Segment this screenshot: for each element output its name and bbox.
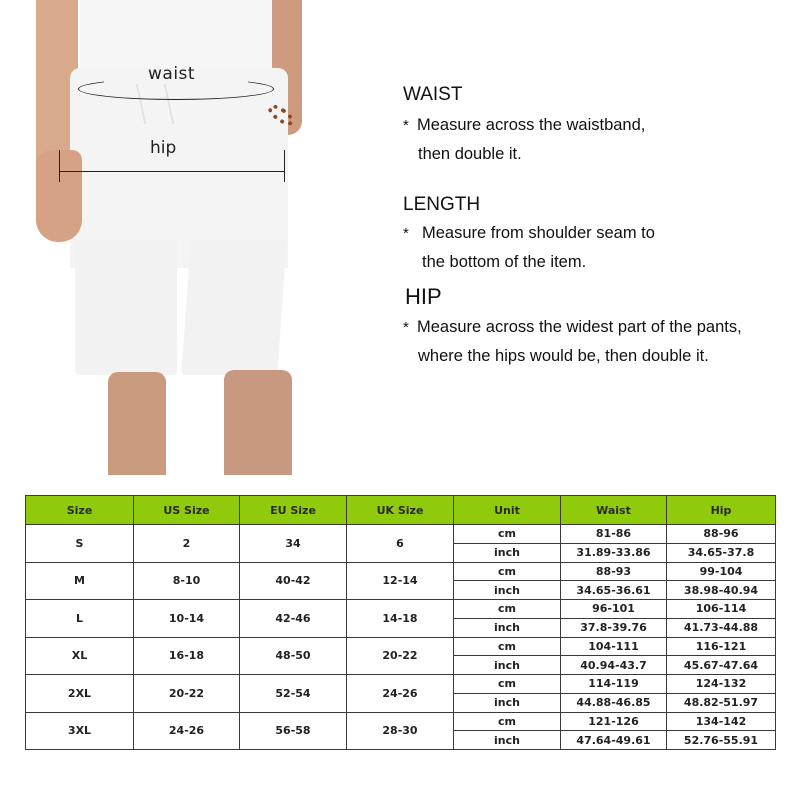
- header-us-size: US Size: [134, 496, 240, 525]
- uk-size-cell: 28-30: [347, 712, 454, 750]
- waist-cell: 121-126: [561, 712, 667, 731]
- unit-cell: cm: [454, 637, 561, 656]
- unit-cell: cm: [454, 712, 561, 731]
- model-left-knee: [108, 372, 166, 475]
- hip-measure-line: [60, 171, 284, 172]
- hip-cell: 48.82-51.97: [667, 693, 776, 712]
- us-size-cell: 8-10: [134, 562, 240, 600]
- hip-cell: 45.67-47.64: [667, 656, 776, 675]
- header-uk-size: UK Size: [347, 496, 454, 525]
- unit-cell: inch: [454, 618, 561, 637]
- shorts-left-leg: [75, 240, 177, 375]
- unit-cell: cm: [454, 600, 561, 619]
- waist-cell: 47.64-49.61: [561, 731, 667, 750]
- size-cell: XL: [26, 637, 134, 675]
- model-right-knee: [224, 370, 292, 475]
- hip-cell: 38.98-40.94: [667, 581, 776, 600]
- size-cell: 2XL: [26, 675, 134, 713]
- size-cell: M: [26, 562, 134, 600]
- unit-cell: cm: [454, 675, 561, 694]
- us-size-cell: 20-22: [134, 675, 240, 713]
- eu-size-cell: 56-58: [240, 712, 347, 750]
- hip-cell: 88-96: [667, 525, 776, 544]
- hip-line-1: * Measure across the widest part of the pants,: [403, 313, 742, 342]
- asterisk-icon: *: [403, 319, 409, 336]
- length-line-1: * Measure from shoulder seam to: [403, 219, 655, 248]
- eu-size-cell: 40-42: [240, 562, 347, 600]
- us-size-cell: 24-26: [134, 712, 240, 750]
- eu-size-cell: 34: [240, 525, 347, 563]
- size-cell: L: [26, 600, 134, 638]
- unit-cell: cm: [454, 525, 561, 544]
- us-size-cell: 10-14: [134, 600, 240, 638]
- hip-cell: 134-142: [667, 712, 776, 731]
- header-eu-size: EU Size: [240, 496, 347, 525]
- size-cell: 3XL: [26, 712, 134, 750]
- unit-cell: inch: [454, 581, 561, 600]
- length-line-2: the bottom of the item.: [422, 253, 587, 271]
- eu-size-cell: 48-50: [240, 637, 347, 675]
- hip-measure-tick-right: [284, 150, 285, 182]
- waist-cell: 44.88-46.85: [561, 693, 667, 712]
- table-row: [26, 525, 776, 544]
- waist-instruction: [403, 84, 645, 169]
- table-row: [26, 637, 776, 656]
- hip-line-2: where the hips would be, then double it.: [418, 347, 709, 365]
- eu-size-cell: 52-54: [240, 675, 347, 713]
- eu-size-cell: 42-46: [240, 600, 347, 638]
- waist-cell: 34.65-36.61: [561, 581, 667, 600]
- table-row: [26, 600, 776, 619]
- table-header-row: [26, 496, 776, 525]
- waist-cell: 37.8-39.76: [561, 618, 667, 637]
- waist-title: WAIST: [403, 84, 463, 105]
- hip-cell: 124-132: [667, 675, 776, 694]
- hip-measure-tick-left: [59, 150, 60, 182]
- unit-cell: inch: [454, 693, 561, 712]
- waist-cell: 40.94-43.7: [561, 656, 667, 675]
- shorts-right-leg: [181, 240, 286, 375]
- size-chart-table: [25, 495, 776, 750]
- waist-cell: 31.89-33.86: [561, 543, 667, 562]
- waist-line-1: * Measure across the waistband,: [403, 111, 645, 140]
- header-waist: Waist: [561, 496, 667, 525]
- waist-cell: 88-93: [561, 562, 667, 581]
- length-title: LENGTH: [403, 194, 481, 215]
- hip-cell: 106-114: [667, 600, 776, 619]
- us-size-cell: 2: [134, 525, 240, 563]
- uk-size-cell: 24-26: [347, 675, 454, 713]
- hip-cell: 99-104: [667, 562, 776, 581]
- size-cell: S: [26, 525, 134, 563]
- waist-cell: 114-119: [561, 675, 667, 694]
- uk-size-cell: 12-14: [347, 562, 454, 600]
- unit-cell: cm: [454, 562, 561, 581]
- table-row: [26, 712, 776, 731]
- product-photo: [0, 0, 400, 478]
- table-row: [26, 675, 776, 694]
- waist-cell: 81-86: [561, 525, 667, 544]
- unit-cell: inch: [454, 543, 561, 562]
- length-instruction: [403, 194, 655, 277]
- hip-cell: 34.65-37.8: [667, 543, 776, 562]
- waist-line-2: then double it.: [418, 145, 522, 163]
- unit-cell: inch: [454, 656, 561, 675]
- uk-size-cell: 6: [347, 525, 454, 563]
- header-unit: Unit: [454, 496, 561, 525]
- waist-cell: 104-111: [561, 637, 667, 656]
- asterisk-icon: *: [403, 225, 409, 242]
- us-size-cell: 16-18: [134, 637, 240, 675]
- waist-measure-label: waist: [148, 64, 196, 84]
- header-hip: Hip: [667, 496, 776, 525]
- uk-size-cell: 14-18: [347, 600, 454, 638]
- asterisk-icon: *: [403, 117, 409, 134]
- hip-cell: 52.76-55.91: [667, 731, 776, 750]
- uk-size-cell: 20-22: [347, 637, 454, 675]
- unit-cell: inch: [454, 731, 561, 750]
- hip-cell: 41.73-44.88: [667, 618, 776, 637]
- hip-title: HIP: [405, 284, 442, 309]
- hip-cell: 116-121: [667, 637, 776, 656]
- header-size: Size: [26, 496, 134, 525]
- hip-instruction: [403, 284, 742, 371]
- table-row: [26, 562, 776, 581]
- waist-cell: 96-101: [561, 600, 667, 619]
- hip-measure-label: hip: [150, 138, 177, 158]
